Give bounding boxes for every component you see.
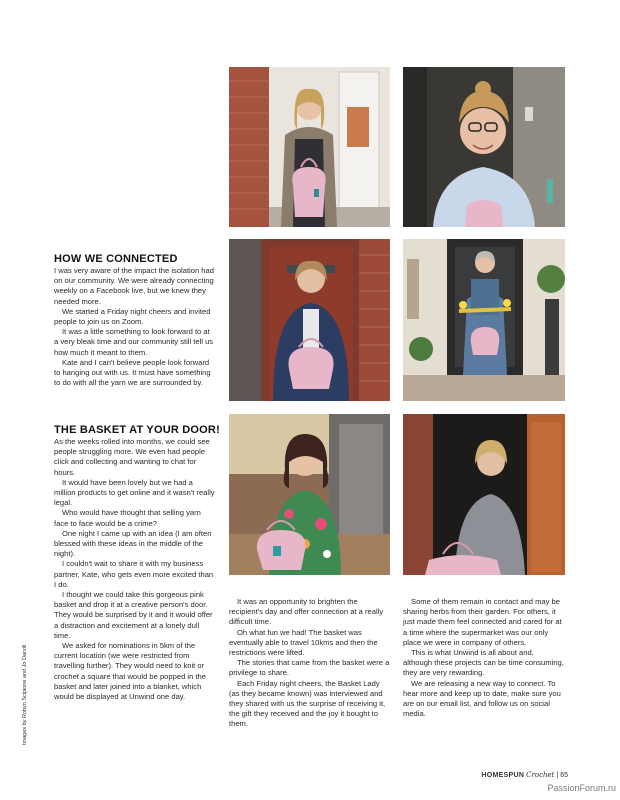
column-3-text [403,597,565,719]
paragraph: I couldn't wait to share it with my business partner, Kate, who gets even more excited than I do. [54,559,214,589]
paragraph: I was very aware of the impact the isolation had on our community. We were already connecting weekly on a Facebook live, but we knew they needed more. [54,266,214,306]
photo-woman-stripy-wrap-doorway [229,67,390,227]
page-footer [481,771,568,779]
paragraph: As the weeks rolled into months, we could see people struggling more. We even had people click and collecting and wanting to chat for hours. [54,437,210,477]
paragraph: This is what Unwind is all about and, although these projects can be time consuming, they are very rewarding. [403,648,564,678]
watermark: PassionForum.ru [547,783,616,793]
paragraph: Some of them remain in contact and may be sharing herbs from their garden. For others, it just made them feel connected and cared for at a time where the supermarket was our only place we were in company of others. [403,597,562,647]
heading-basket-at-your-door: THE BASKET AT YOUR DOOR! [54,424,220,436]
page-number: 65 [560,772,568,779]
magazine-name: HOMESPUN [481,772,525,779]
paragraph: One night I came up with an idea (I am often blessed with these ideas in the middle of the night). [54,528,212,559]
paragraph: It would have been lovely but we had a million products to get online and it wasn't really legal. [54,477,215,508]
paragraph: Who would have thought that selling yarn face to face would be a crime? [54,508,201,528]
paragraph: Each Friday night cheers, the Basket Lady (as they became known) was interviewed and they shared with us the surprise of receiving it, the gift they received and the joy it bought to them. [229,678,386,729]
paragraph: We asked for nominations in 5km of the current location (we were restricted from travelling further). They would need to knit or crochet a square that would be popped in the basket and later joined into a blanket, which would be displayed at Unwind one day. [54,641,206,702]
paragraph: The stories that came from the basket were a privilege to share. [229,658,390,678]
photo-credit: Images by Robyn Scipione and Jo Darvill [22,644,28,745]
paragraph: Oh what fun we had! The basket was eventually able to travel 10kms and then the restrictions were lifted. [229,627,378,658]
photo-woman-navy-jacket-red-door [229,239,390,401]
paragraph: We are releasing a new way to connect. To hear more and keep up to date, make sure you are on our email list, and follow us on social media. [403,678,561,719]
footer-separator: | [556,772,559,779]
section-basket-at-your-door [54,437,216,702]
paragraph: Kate and I can't believe people look forward to hanging out with us. It must have something to do with all the yarn we are surrounded by. [54,357,211,388]
photo-woman-grey-top-orange-door [403,414,565,575]
heading-how-we-connected: HOW WE CONNECTED [54,253,178,265]
column-2-text [229,597,391,730]
magazine-section: Crochet [526,771,555,779]
section-how-we-connected [54,266,216,388]
paragraph: We started a Friday night cheers and invited people to join us on Zoom. [54,306,211,327]
paragraph: It was an opportunity to brighten the recipient's day and offer connection at a really difficult time. [229,597,384,627]
paragraph: I thought we could take this gorgeous pink basket and drop it at a creative person's door. They would be surprised by it and it would offer a distraction and excitement at a lonely dull time. [54,590,213,640]
photo-woman-glasses-blue-top [403,67,565,227]
photo-woman-basket-flowers-doorway [403,239,565,401]
paragraph: It was a little something to look forward to at a very bleak time and our community still tell us how much it meant to them. [54,327,214,357]
photo-woman-floral-dress-seated [229,414,390,575]
